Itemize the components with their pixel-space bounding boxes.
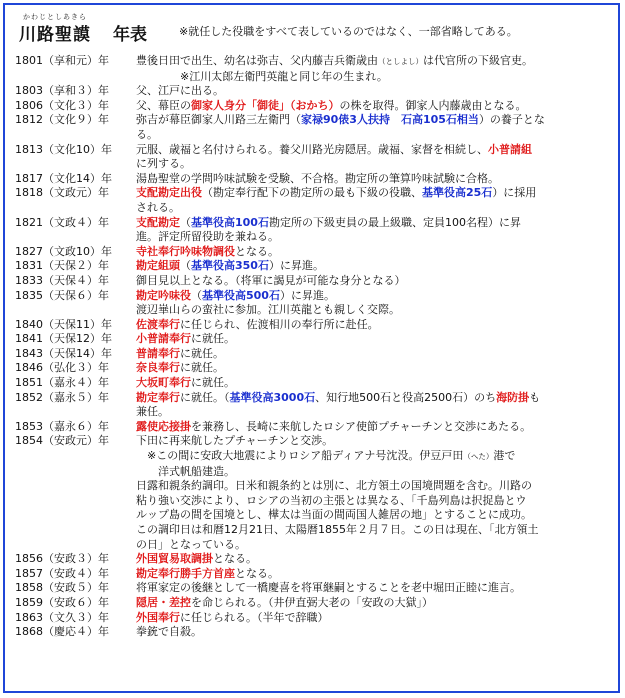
nenpyo-label: 年表 bbox=[113, 25, 147, 45]
event-line bbox=[136, 128, 619, 143]
year-cell: 1846（弘化３）年 bbox=[15, 361, 109, 375]
event-description bbox=[136, 318, 619, 333]
office-title: 御家人身分「御徒」（おかち） bbox=[191, 98, 340, 112]
event-description bbox=[136, 274, 619, 289]
stipend-note: 家禄90俵3人扶持 石高105石相当 bbox=[301, 113, 479, 127]
year-cell: 1833（天保４）年 bbox=[15, 273, 109, 287]
timeline-row bbox=[15, 143, 619, 172]
text-segment: に就任。 bbox=[191, 332, 235, 346]
event-description bbox=[136, 186, 619, 215]
office-title: 小普請組 bbox=[488, 142, 532, 156]
event-line bbox=[136, 361, 619, 376]
office-title: 大坂町奉行 bbox=[136, 376, 191, 390]
year-cell: 1841（天保12）年 bbox=[15, 332, 112, 346]
timeline-row bbox=[15, 434, 619, 552]
text-segment: の日」となっている。 bbox=[136, 537, 246, 551]
office-title: 勘定吟味役 bbox=[136, 288, 191, 302]
text-segment: も bbox=[529, 390, 541, 404]
event-description bbox=[136, 259, 619, 274]
year-cell: 1840（天保11）年 bbox=[15, 317, 112, 331]
text-segment: 拳銃で自殺。 bbox=[136, 625, 202, 639]
text-segment: ※この間に安政大地震によりロシア船ディアナ号沈没。伊豆戸田 bbox=[136, 449, 464, 463]
event-description bbox=[136, 434, 619, 552]
office-title: 隠居・差控 bbox=[136, 595, 191, 609]
event-description bbox=[136, 625, 619, 640]
event-line bbox=[136, 274, 619, 289]
event-line bbox=[136, 157, 619, 172]
page-title: 川路聖謨 bbox=[19, 25, 91, 45]
text-segment: 港で bbox=[493, 449, 516, 463]
event-line bbox=[136, 245, 619, 260]
stipend-note: 基準役高500石 bbox=[202, 288, 280, 302]
event-description bbox=[136, 391, 619, 420]
text-segment: を命じられる。（井伊直弼大老の「安政の大獄」） bbox=[191, 595, 433, 609]
timeline-row bbox=[15, 99, 619, 114]
reading-ruby: （としよし） bbox=[378, 57, 423, 66]
title-ruby: かわじとしあきら bbox=[23, 13, 87, 21]
year-cell: 1843（天保14）年 bbox=[15, 346, 112, 360]
office-title: 支配勘定 bbox=[136, 215, 180, 229]
event-line bbox=[136, 172, 619, 187]
text-segment: ※江川太郎左衛門英龍と同じ年の生まれ。 bbox=[136, 69, 388, 83]
year-cell: 1854（安政元）年 bbox=[15, 434, 109, 448]
text-segment: （勘定奉行配下の勘定所の最も下級の役職、 bbox=[202, 186, 422, 200]
event-line bbox=[136, 201, 619, 216]
event-line bbox=[136, 186, 619, 201]
text-segment: に列する。 bbox=[136, 157, 191, 171]
year-cell: 1818（文政元）年 bbox=[15, 186, 109, 200]
event-line bbox=[136, 611, 619, 626]
event-description bbox=[136, 332, 619, 347]
text-segment: 将軍家定の後継として一橋慶喜を将軍継嗣とすることを老中堀田正睦に進言。 bbox=[136, 581, 521, 595]
timeline-row bbox=[15, 552, 619, 567]
event-description bbox=[136, 172, 619, 187]
year-cell: 1857（安政４）年 bbox=[15, 566, 109, 580]
text-segment: 父、江戸に出る。 bbox=[136, 84, 224, 98]
stipend-note: 基準役高100石 bbox=[191, 215, 269, 229]
event-description bbox=[136, 54, 619, 84]
stipend-note: 基準役高3000石 bbox=[229, 390, 316, 404]
text-segment: 日露和親条約調印。日米和親条約とは別に、北方領土の国境問題を含む。川路の bbox=[136, 479, 532, 493]
year-cell: 1851（嘉永４）年 bbox=[15, 376, 109, 390]
event-line bbox=[136, 552, 619, 567]
year-cell: 1863（文久３）年 bbox=[15, 610, 109, 624]
event-description bbox=[136, 611, 619, 626]
event-line bbox=[136, 538, 619, 553]
text-segment: 元服、歳福と名付けられる。養父川路光房隠居。歳福、家督を相続し、 bbox=[136, 142, 488, 156]
timeline-row bbox=[15, 376, 619, 391]
text-segment: ）に採用 bbox=[492, 186, 537, 200]
event-line bbox=[136, 84, 619, 99]
timeline-row bbox=[15, 596, 619, 611]
text-segment: 父、幕臣の bbox=[136, 98, 191, 112]
event-line bbox=[136, 581, 619, 596]
event-description bbox=[136, 567, 619, 582]
year-cell: 1868（慶応４）年 bbox=[15, 625, 109, 639]
text-segment: 洋式帆船建造。 bbox=[136, 464, 235, 478]
year-cell: 1827（文政10）年 bbox=[15, 244, 112, 258]
timeline-rows bbox=[15, 54, 619, 640]
year-cell: 1812（文化９）年 bbox=[15, 113, 109, 127]
event-line bbox=[136, 376, 619, 391]
text-segment: となる。 bbox=[235, 566, 279, 580]
text-segment: の株を取得。御家人内藤歳由となる。 bbox=[339, 98, 527, 112]
text-segment: 勘定所の下級吏員の最上級職、定員100名程）に昇 bbox=[268, 215, 521, 229]
header bbox=[19, 11, 619, 45]
timeline-row bbox=[15, 611, 619, 626]
timeline-row bbox=[15, 347, 619, 362]
event-line bbox=[136, 332, 619, 347]
event-line bbox=[136, 449, 619, 465]
event-description bbox=[136, 376, 619, 391]
event-line bbox=[136, 596, 619, 611]
text-segment: （ bbox=[180, 259, 191, 273]
timeline-row bbox=[15, 318, 619, 333]
year-cell: 1801（享和元）年 bbox=[15, 54, 109, 67]
text-segment: となる。 bbox=[235, 244, 279, 258]
timeline-frame bbox=[3, 3, 620, 693]
text-segment: 豊後日田で出生、幼名は弥吉、父内藤吉兵衛歳由 bbox=[136, 54, 378, 67]
timeline-row bbox=[15, 625, 619, 640]
year-cell: 1858（安政５）年 bbox=[15, 581, 109, 595]
event-line bbox=[136, 625, 619, 640]
office-title: 外国貿易取調掛 bbox=[136, 552, 213, 566]
year-cell: 1817（文化14）年 bbox=[15, 171, 112, 185]
event-line bbox=[136, 259, 619, 274]
event-line bbox=[136, 230, 619, 245]
text-segment: 兼任。 bbox=[136, 405, 169, 419]
office-title: 普請奉行 bbox=[136, 346, 180, 360]
timeline-row bbox=[15, 274, 619, 289]
year-cell: 1831（天保２）年 bbox=[15, 259, 109, 273]
event-description bbox=[136, 361, 619, 376]
timeline-row bbox=[15, 567, 619, 582]
text-segment: 下田に再来航したプチャーチンと交渉。 bbox=[136, 434, 334, 448]
event-description bbox=[136, 216, 619, 245]
text-segment: 御目見以上となる。（将軍に謁見が可能な身分となる） bbox=[136, 273, 406, 287]
event-line bbox=[136, 567, 619, 582]
text-segment: 粘り強い交渉により、ロシアの当初の主張とは異なる、「千島列島は択捉島とウ bbox=[136, 493, 527, 507]
timeline-row bbox=[15, 332, 619, 347]
office-title: 奈良奉行 bbox=[136, 361, 180, 375]
timeline-row bbox=[15, 216, 619, 245]
office-title: 外国奉行 bbox=[136, 610, 180, 624]
text-segment: 渡辺崋山らの蛮社に参加。江川英龍とも親しく交際。 bbox=[136, 303, 400, 317]
event-line bbox=[136, 70, 619, 85]
timeline-row bbox=[15, 420, 619, 435]
stipend-note: 基準役高350石 bbox=[191, 259, 269, 273]
timeline-row bbox=[15, 289, 619, 318]
event-description bbox=[136, 84, 619, 99]
text-segment: ）に昇進。 bbox=[268, 259, 324, 273]
text-segment: この調印日は和暦12月21日、太陽暦1855年２月７日。この日は現在、「北方領土 bbox=[136, 523, 539, 536]
office-title: 海防掛 bbox=[496, 390, 530, 404]
event-line bbox=[136, 420, 619, 435]
text-segment: となる。 bbox=[213, 552, 257, 566]
text-segment: ルップ島の間を国境とし、樺太は当面の間両国人雑居の地」とすることに成功。 bbox=[136, 508, 532, 522]
timeline-row bbox=[15, 84, 619, 99]
reading-ruby: （へた） bbox=[463, 452, 494, 462]
event-line bbox=[136, 318, 619, 333]
event-line bbox=[136, 479, 619, 494]
text-segment: 弥吉が幕臣御家人川路三左衛門（ bbox=[136, 113, 301, 127]
text-segment: される。 bbox=[136, 200, 180, 214]
stipend-note: 基準役高25石 bbox=[422, 186, 493, 200]
event-line bbox=[136, 494, 619, 509]
year-cell: 1813（文化10）年 bbox=[15, 142, 112, 156]
office-title: 寺社奉行吟味物調役 bbox=[136, 244, 235, 258]
event-line bbox=[136, 465, 619, 480]
year-cell: 1806（文化３）年 bbox=[15, 98, 109, 112]
event-line bbox=[136, 391, 619, 406]
event-line bbox=[136, 523, 619, 538]
text-segment: に就任。（ bbox=[180, 390, 230, 404]
timeline-row bbox=[15, 172, 619, 187]
text-segment: に任じられ、佐渡相川の奉行所に赴任。 bbox=[180, 317, 379, 331]
office-title: 勘定組頭 bbox=[136, 259, 180, 273]
text-segment: に就任。 bbox=[191, 376, 235, 390]
event-description bbox=[136, 596, 619, 611]
event-line bbox=[136, 289, 619, 304]
timeline-row bbox=[15, 245, 619, 260]
event-description bbox=[136, 347, 619, 362]
year-cell: 1853（嘉永６）年 bbox=[15, 419, 109, 433]
text-segment: ）の養子とな bbox=[478, 113, 545, 127]
event-line bbox=[136, 434, 619, 449]
year-cell: 1803（享和３）年 bbox=[15, 84, 109, 98]
year-cell: 1852（嘉永５）年 bbox=[15, 390, 109, 404]
text-segment: （ bbox=[180, 215, 191, 229]
text-segment: （ bbox=[191, 288, 202, 302]
timeline-row bbox=[15, 54, 619, 84]
office-title: 佐渡奉行 bbox=[136, 317, 180, 331]
event-line bbox=[136, 508, 619, 523]
event-line bbox=[136, 303, 619, 318]
header-note: ※就任した役職をすべて表しているのではなく、一部省略してある。 bbox=[179, 25, 518, 38]
text-segment: 湯島聖堂の学問吟味試験を受験、不合格。勘定所の筆算吟味試験に合格。 bbox=[136, 171, 499, 185]
event-description bbox=[136, 99, 619, 114]
timeline-row bbox=[15, 113, 619, 142]
event-line bbox=[136, 113, 619, 128]
office-title: 支配勘定出役 bbox=[136, 186, 202, 200]
text-segment: 進。評定所留役助を兼ねる。 bbox=[136, 230, 279, 244]
year-cell: 1859（安政６）年 bbox=[15, 595, 109, 609]
text-segment: に任じられる。（半年で辞職） bbox=[180, 610, 329, 624]
text-segment: を兼務し、長崎に来航したロシア使節プチャーチンと交渉にあたる。 bbox=[191, 419, 532, 433]
event-description bbox=[136, 420, 619, 435]
text-segment: ）に昇進。 bbox=[279, 288, 335, 302]
event-description bbox=[136, 113, 619, 142]
timeline-row bbox=[15, 391, 619, 420]
event-description bbox=[136, 245, 619, 260]
event-line bbox=[136, 347, 619, 362]
event-description bbox=[136, 552, 619, 567]
event-line bbox=[136, 405, 619, 420]
year-cell: 1835（天保６）年 bbox=[15, 288, 109, 302]
office-title: 勘定奉行勝手方首座 bbox=[136, 566, 235, 580]
year-cell: 1856（安政３）年 bbox=[15, 552, 109, 566]
event-line bbox=[136, 54, 619, 70]
event-description bbox=[136, 143, 619, 172]
year-cell: 1821（文政４）年 bbox=[15, 215, 109, 229]
text-segment: は代官所の下級官吏。 bbox=[423, 54, 533, 67]
text-segment: 、知行地500石と役高2500石）のち bbox=[315, 390, 497, 404]
timeline-row bbox=[15, 186, 619, 215]
text-segment: に就任。 bbox=[180, 346, 224, 360]
office-title: 露使応接掛 bbox=[136, 419, 191, 433]
event-line bbox=[136, 216, 619, 231]
timeline-row bbox=[15, 581, 619, 596]
text-segment: る。 bbox=[136, 127, 158, 141]
timeline-row bbox=[15, 259, 619, 274]
event-line bbox=[136, 143, 619, 158]
office-title: 小普請奉行 bbox=[136, 332, 191, 346]
timeline-row bbox=[15, 361, 619, 376]
office-title: 勘定奉行 bbox=[136, 390, 180, 404]
event-description bbox=[136, 581, 619, 596]
text-segment: に就任。 bbox=[180, 361, 224, 375]
event-description bbox=[136, 289, 619, 318]
event-line bbox=[136, 99, 619, 114]
